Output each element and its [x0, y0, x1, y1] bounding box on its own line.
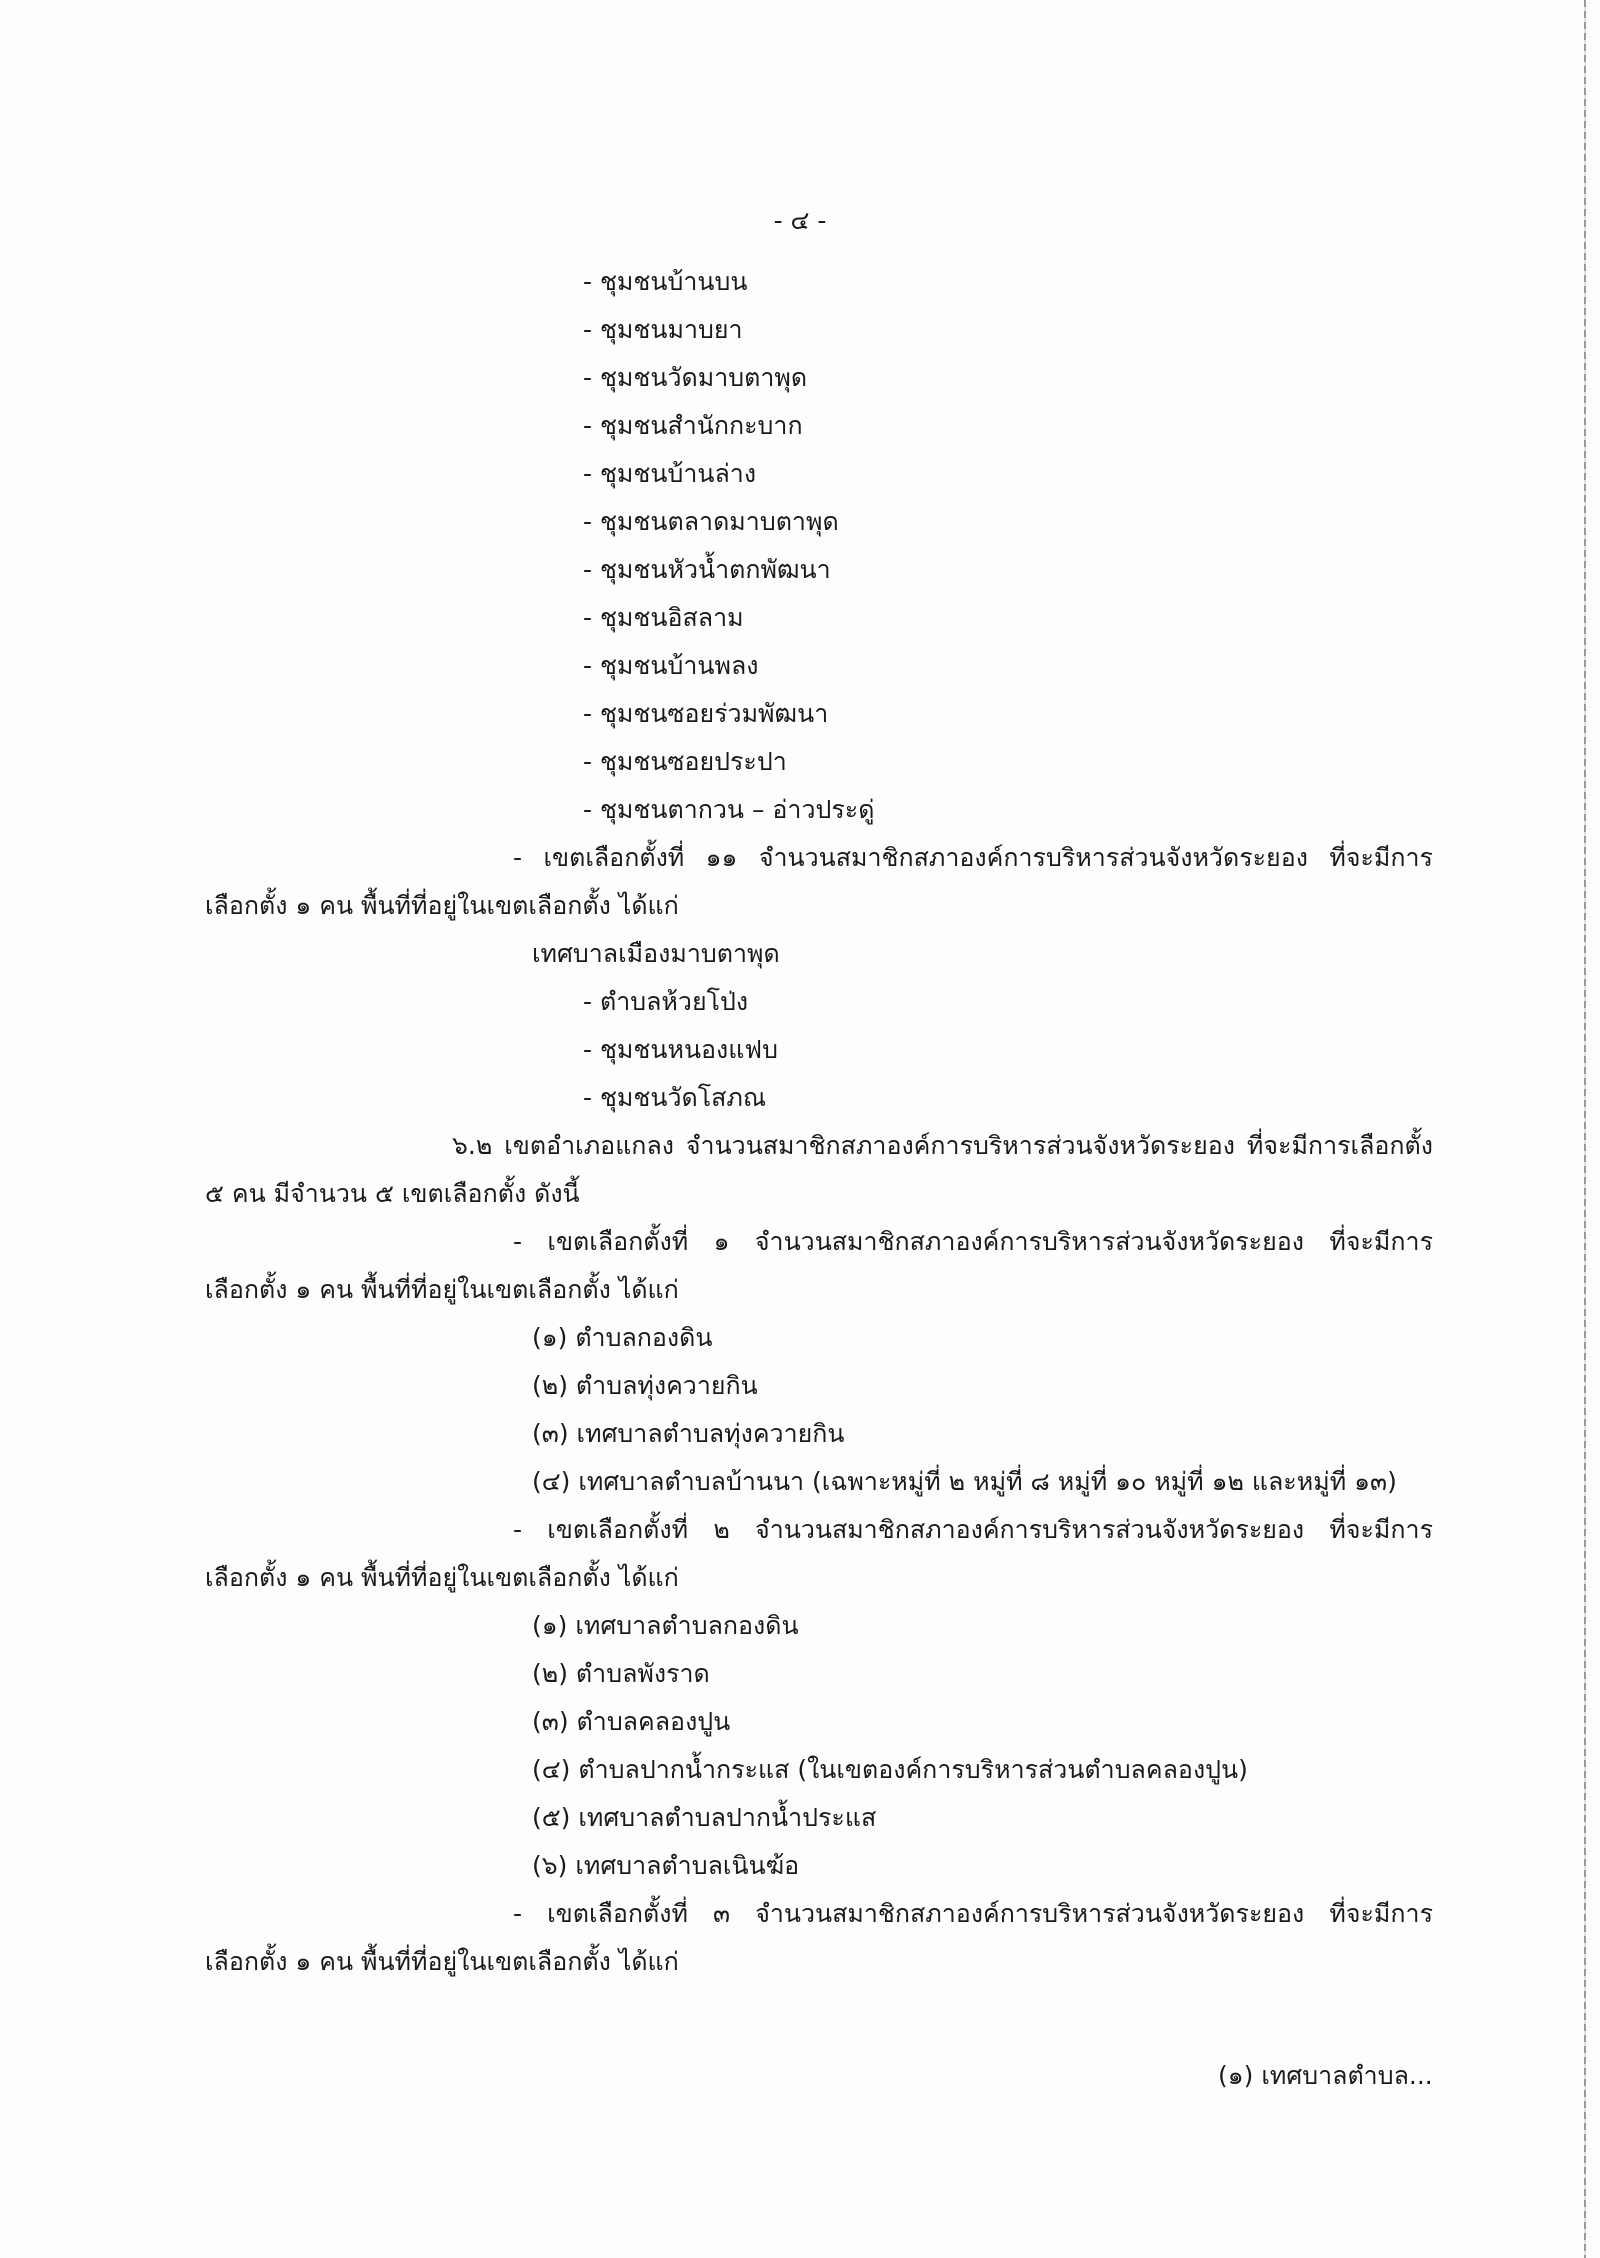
community-item: - ชุมชนบ้านล่าง: [583, 459, 757, 488]
community-item: - ชุมชนหัวน้ำตกพัฒนา: [583, 555, 831, 584]
community-item: - ชุมชนบ้านบน: [583, 267, 748, 296]
district-2-item: (๖) เทศบาลตำบลเนินฆ้อ: [532, 1851, 800, 1880]
municipality-name: เทศบาลเมืองมาบตาพุด: [532, 939, 780, 968]
district-3-line-1: - เขตเลือกตั้งที่ ๓ จำนวนสมาชิกสภาองค์การบริหารส่วนจังหวัดระยอง ที่จะมีการ: [513, 1899, 1433, 1928]
district-2-item: (๓) ตำบลคลองปูน: [532, 1707, 731, 1736]
district-1-item: (๒) ตำบลทุ่งควายกิน: [532, 1371, 758, 1400]
district-2-line-1: - เขตเลือกตั้งที่ ๒ จำนวนสมาชิกสภาองค์การบริหารส่วนจังหวัดระยอง ที่จะมีการ: [513, 1515, 1433, 1544]
district-2-item: (๑) เทศบาลตำบลกองดิน: [532, 1611, 799, 1640]
district-11-line-1: - เขตเลือกตั้งที่ ๑๑ จำนวนสมาชิกสภาองค์การบริหารส่วนจังหวัดระยอง ที่จะมีการ: [513, 843, 1433, 872]
community-item: - ชุมชนซอยประปา: [583, 747, 787, 776]
section-6-2-line-1: ๖.๒ เขตอำเภอแกลง จำนวนสมาชิกสภาองค์การบริหารส่วนจังหวัดระยอง ที่จะมีการเลือกตั้ง: [452, 1131, 1433, 1160]
district-1-item: (๑) ตำบลกองดิน: [532, 1323, 713, 1352]
scan-edge-line: [1584, 0, 1586, 2258]
section-6-2-line-2: ๕ คน มีจำนวน ๕ เขตเลือกตั้ง ดังนี้: [205, 1179, 580, 1208]
page-number: - ๔ -: [773, 206, 827, 235]
district-11-item: - ชุมชนหนองแฟบ: [583, 1035, 778, 1064]
district-2-item: (๒) ตำบลพังราด: [532, 1659, 710, 1688]
community-item: - ชุมชนตากวน – อ่าวประดู่: [583, 795, 875, 824]
catchword: (๑) เทศบาลตำบล...: [1218, 2061, 1433, 2090]
community-item: - ชุมชนสำนักกะบาก: [583, 411, 803, 440]
district-11-line-2: เลือกตั้ง ๑ คน พื้นที่ที่อยู่ในเขตเลือกตั้ง ได้แก่: [205, 891, 679, 920]
community-item: - ชุมชนวัดมาบตาพุด: [583, 363, 808, 392]
community-item: - ชุมชนอิสลาม: [583, 603, 744, 632]
district-3-line-2: เลือกตั้ง ๑ คน พื้นที่ที่อยู่ในเขตเลือกตั้ง ได้แก่: [205, 1947, 679, 1976]
district-2-item: (๔) ตำบลปากน้ำกระแส (ในเขตองค์การบริหารส่วนตำบลคลองปูน): [532, 1755, 1248, 1784]
district-1-item: (๓) เทศบาลตำบลทุ่งควายกิน: [532, 1419, 845, 1448]
district-1-line-1: - เขตเลือกตั้งที่ ๑ จำนวนสมาชิกสภาองค์การบริหารส่วนจังหวัดระยอง ที่จะมีการ: [513, 1227, 1433, 1256]
district-1-line-2: เลือกตั้ง ๑ คน พื้นที่ที่อยู่ในเขตเลือกตั้ง ได้แก่: [205, 1275, 679, 1304]
community-item: - ชุมชนตลาดมาบตาพุด: [583, 507, 839, 536]
community-item: - ชุมชนบ้านพลง: [583, 651, 759, 680]
district-11-item: - ชุมชนวัดโสภณ: [583, 1083, 767, 1112]
district-1-item: (๔) เทศบาลตำบลบ้านนา (เฉพาะหมู่ที่ ๒ หมู่ที่ ๘ หมู่ที่ ๑๐ หมู่ที่ ๑๒ และหมู่ที่ ๑๓): [532, 1467, 1397, 1496]
district-11-item: - ตำบลห้วยโป่ง: [583, 987, 749, 1016]
district-2-line-2: เลือกตั้ง ๑ คน พื้นที่ที่อยู่ในเขตเลือกตั้ง ได้แก่: [205, 1563, 679, 1592]
community-item: - ชุมชนมาบยา: [583, 315, 743, 344]
community-item: - ชุมชนซอยร่วมพัฒนา: [583, 699, 829, 728]
district-2-item: (๕) เทศบาลตำบลปากน้ำประแส: [532, 1803, 877, 1832]
